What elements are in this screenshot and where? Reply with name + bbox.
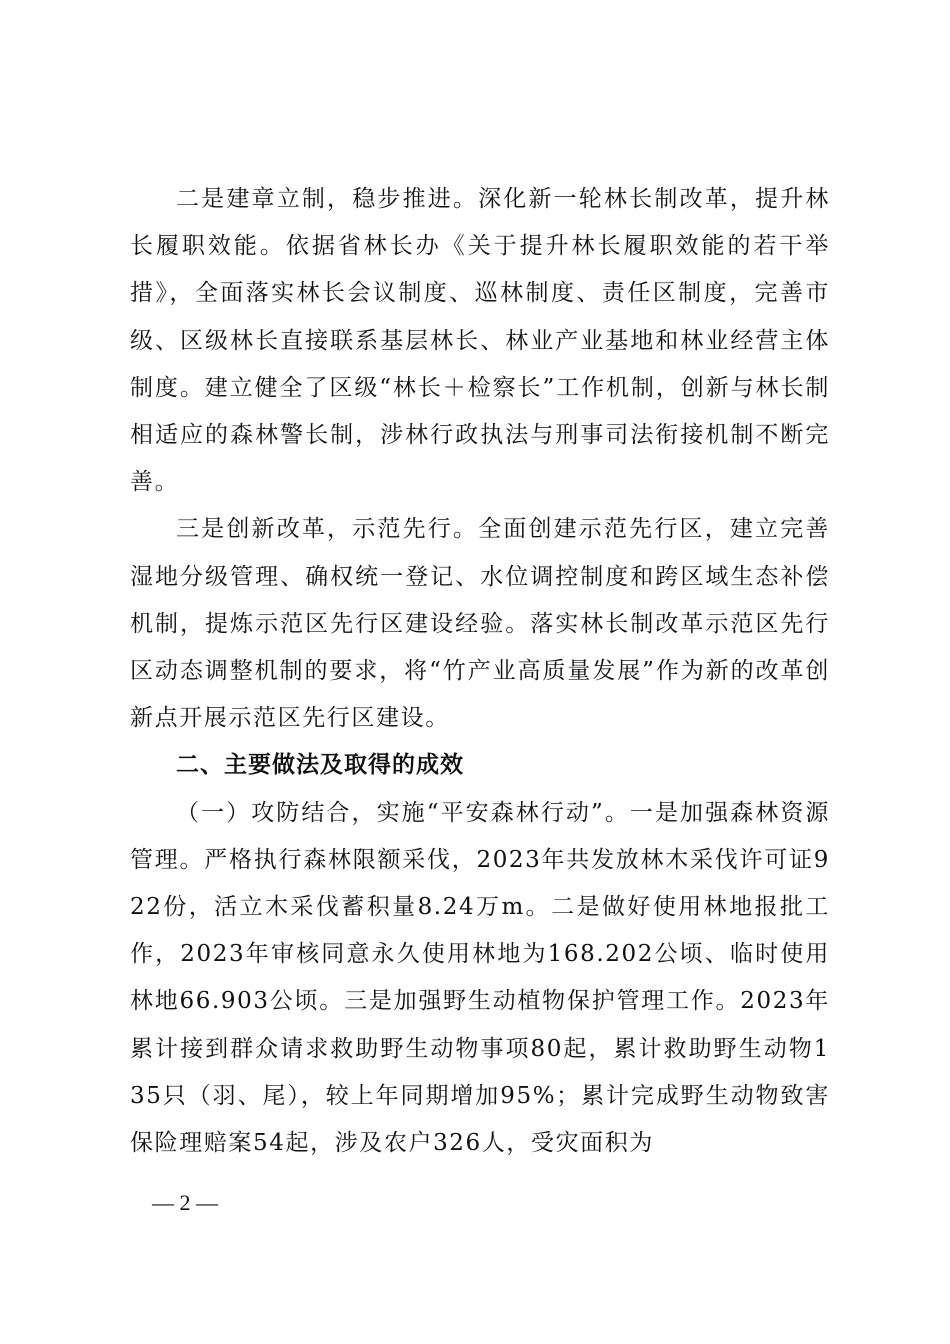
page-number: — 2 — — [152, 1190, 218, 1215]
paragraph-innovation-reform: 三是创新改革，示范先行。全面创建示范先行区，建立完善湿地分级管理、确权统一登记、水位调控制度和跨区域生态补偿机制，提炼示范区先行区建设经验。落实林长制改革示范区先行区动态调整机制的要求，将“竹产业高质量发展”作为新的改革创新点开展示范区先行区建设。 — [130, 516, 830, 732]
paragraph-institution-building: 二是建章立制，稳步推进。深化新一轮林长制改革，提升林长履职效能。依据省林长办《关于提升林长履职效能的若干举措》，全面落实林长会议制度、巡林制度、责任区制度，完善市级、区级林长直接联系基层林长、林业产业基地和林业经营主体制度。建立健全了区级“林长＋检察长”工作机制，创新与林长制相适应的森林警长制，涉林行政执法与刑事司法衔接机制不断完善。 — [130, 186, 830, 496]
document-body — [130, 176, 830, 1167]
paragraph-safe-forest-action: （一）攻防结合，实施“平安森林行动”。一是加强森林资源管理。严格执行森林限额采伐，2023年共发放林木采伐许可证922份，活立木采伐蓄积量8.24万m。二是做好使用林地报批工作，2023年审核同意永久使用林地为168.202公顷、临时使用林地66.903公顷。三是加强野生动植物保护管理工作。2023年累计接到群众请求救助野生动物事项80起，累计救助野生动物135只（羽、尾），较上年同期增加95%；累计完成野生动物致害保险理赔案54起，涉及农户326人，受灾面积为 — [130, 799, 830, 1157]
section-heading: 二、主要做法及取得的成效 — [176, 752, 464, 779]
